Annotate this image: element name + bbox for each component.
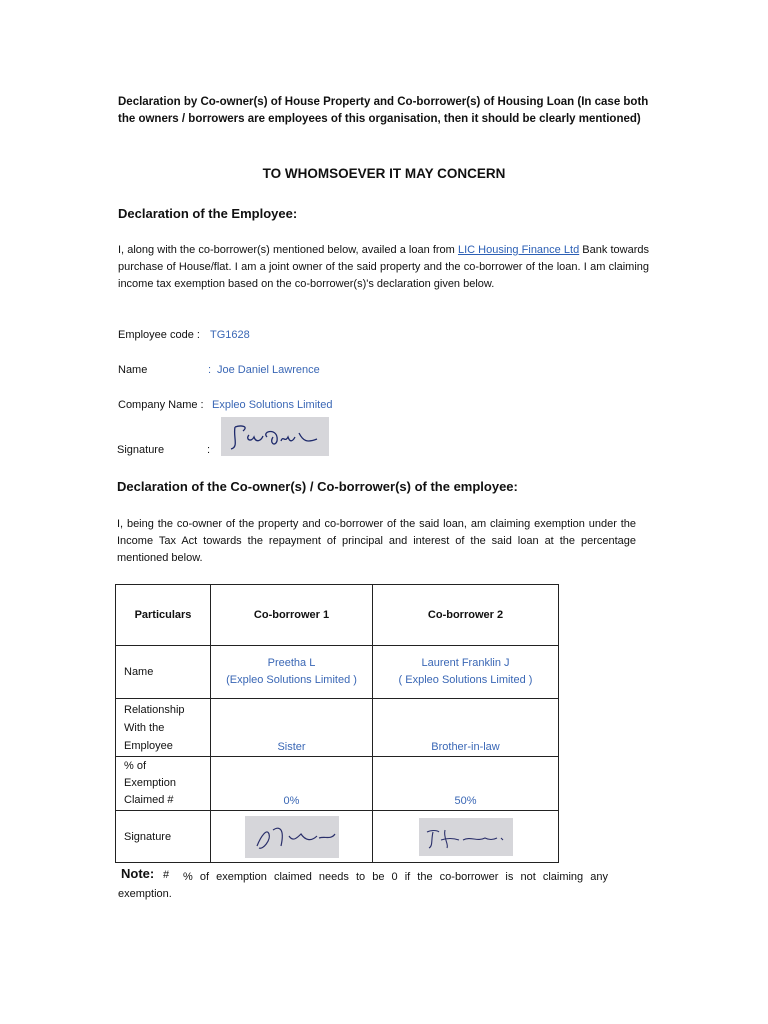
cb1-company: (Expleo Solutions Limited ) bbox=[226, 674, 357, 686]
cb2-name-cell bbox=[373, 646, 559, 699]
table-row-relationship bbox=[116, 699, 559, 757]
paragraph-text-post: Bank towards purchase of House/flat. I am a joint owner of the said property and the co-borrower of the loan. I am claiming income tax exemption based on the co-borrower(s)'s declaration given below. bbox=[118, 244, 649, 290]
note-marker: # bbox=[163, 869, 170, 881]
table-row-name bbox=[116, 646, 559, 699]
name-label: Name bbox=[118, 364, 148, 376]
table-row-signature bbox=[116, 811, 559, 863]
table-header-particulars: Particulars bbox=[116, 585, 211, 646]
relationship-label-line-2: With the bbox=[124, 721, 165, 734]
table-row-exemption bbox=[116, 757, 559, 811]
row-label-name: Name bbox=[116, 646, 211, 699]
cb2-exemption: 50% bbox=[373, 757, 559, 811]
lender-link[interactable]: LIC Housing Finance Ltd bbox=[457, 244, 580, 256]
paragraph-text-pre: I, along with the co-borrower(s) mentioned below, availed a loan from bbox=[118, 244, 458, 256]
row-label-signature: Signature bbox=[116, 811, 211, 863]
employee-code-value: TG1628 bbox=[210, 329, 250, 341]
note-text: % of exemption claimed needs to be 0 if the co-borrower is not claiming any exemption. bbox=[118, 871, 608, 900]
coborrower-table bbox=[115, 584, 559, 863]
table-header-coborrower-2: Co-borrower 2 bbox=[373, 585, 559, 646]
cb2-signature-cell bbox=[373, 811, 559, 863]
signature-separator: : bbox=[207, 444, 211, 456]
employee-code-label: Employee code : bbox=[118, 329, 200, 341]
coborrower-declaration-paragraph: I, being the co-owner of the property and co-borrower of the said loan, am claiming exemption under the Income Tax Act towards the repayment of principal and interest of the said loan at the percentage mentioned below. bbox=[117, 518, 636, 564]
note-label: Note: bbox=[121, 866, 155, 881]
cb2-name: Laurent Franklin J bbox=[421, 657, 510, 669]
employee-section-title: Declaration of the Employee: bbox=[118, 206, 298, 221]
employee-signature bbox=[221, 417, 329, 456]
cb1-exemption: 0% bbox=[211, 757, 373, 811]
coborrower-section-title: Declaration of the Co-owner(s) / Co-borrower(s) of the employee: bbox=[117, 479, 518, 494]
cb2-relationship: Brother-in-law bbox=[373, 699, 559, 757]
row-label-exemption bbox=[116, 757, 211, 811]
cb1-relationship: Sister bbox=[211, 699, 373, 757]
name-separator: : bbox=[208, 364, 212, 376]
declaration-title: Declaration by Co-owner(s) of House Property and Co-borrower(s) of Housing Loan (In case both the owners / borrowers are employees of this organisation, then it should be clearly mentioned) bbox=[118, 96, 649, 125]
relationship-label-line-3: Employee bbox=[124, 739, 173, 752]
company-value: Expleo Solutions Limited bbox=[212, 399, 333, 411]
signature-label: Signature bbox=[117, 444, 165, 456]
cb2-signature bbox=[419, 818, 513, 856]
cb1-name: Preetha L bbox=[267, 657, 316, 669]
relationship-label-line-1: Relationship bbox=[124, 703, 185, 716]
exemption-label-line-1: % of bbox=[124, 760, 147, 772]
employee-declaration-paragraph bbox=[118, 242, 649, 293]
cb1-signature-cell bbox=[211, 811, 373, 863]
cb1-name-cell bbox=[211, 646, 373, 699]
cb1-signature bbox=[245, 816, 339, 858]
concern-heading: TO WHOMSOEVER IT MAY CONCERN bbox=[262, 166, 506, 181]
exemption-label-line-2: Exemption bbox=[124, 777, 176, 789]
row-label-relationship bbox=[116, 699, 211, 757]
exemption-label-line-3: Claimed # bbox=[124, 794, 174, 806]
table-header-row bbox=[116, 585, 559, 646]
company-label: Company Name : bbox=[118, 399, 204, 411]
table-header-coborrower-1: Co-borrower 1 bbox=[211, 585, 373, 646]
employee-name-value: Joe Daniel Lawrence bbox=[217, 364, 320, 376]
cb2-company: ( Expleo Solutions Limited ) bbox=[398, 674, 533, 686]
